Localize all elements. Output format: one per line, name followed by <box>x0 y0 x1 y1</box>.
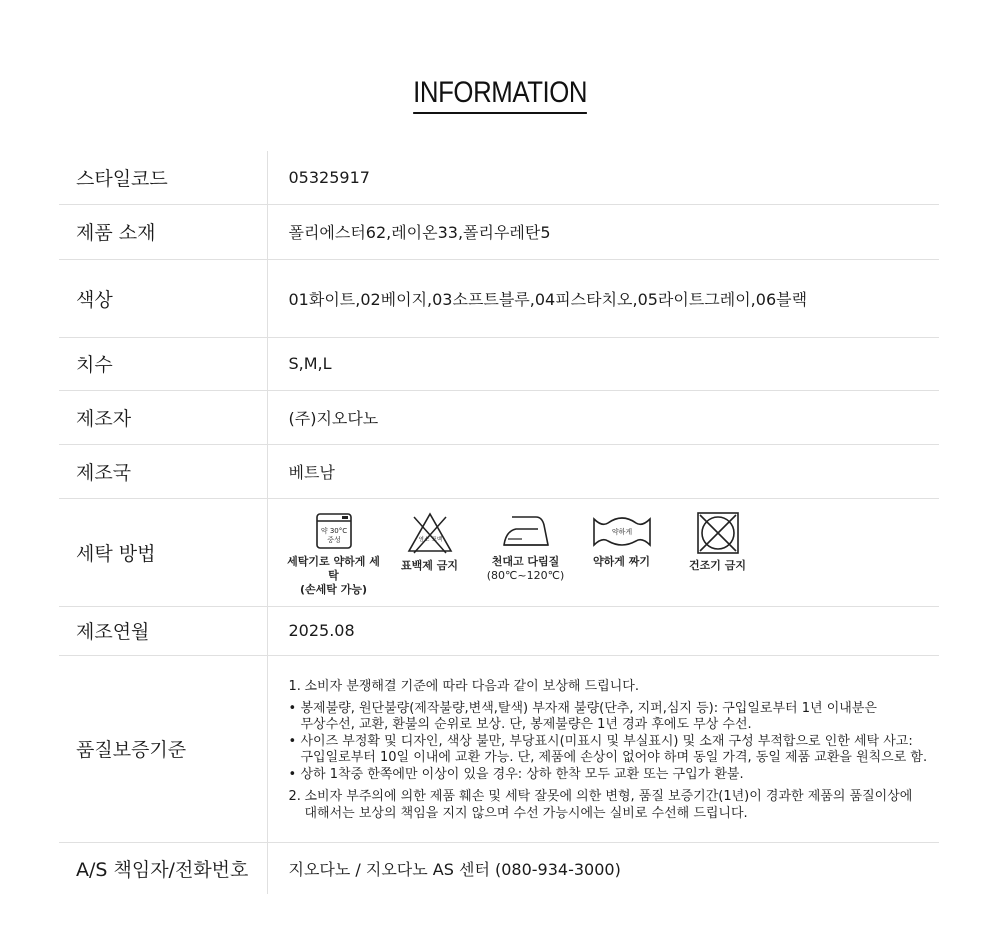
table-row <box>59 444 939 498</box>
iron-icon <box>502 511 550 551</box>
color-value: 01화이트,02베이지,03소프트블루,04피스타치오,05라이트그레이,06블랙 <box>288 289 808 309</box>
bullet-line: 봉제불량, 원단불량(제작불량,변색,탈색) 부자재 불량(단추, 지퍼,심지 등): 구입일로부터 1년 이내분은 <box>300 700 877 716</box>
washing-value <box>267 498 939 606</box>
item-text: 소비자 분쟁해결 기준에 따라 다음과 같이 보상해 드립니다. <box>304 679 639 694</box>
style-code-label: 스타일코드 <box>59 151 267 204</box>
bullet-line: 상하 1착중 한쪽에만 이상이 있을 경우: 상하 한착 모두 교환 또는 구입가 환불. <box>300 766 744 782</box>
bleach-right-text: 표백 <box>431 537 442 543</box>
wash-30c-neutral-icon <box>314 511 354 551</box>
wash-item <box>667 511 769 573</box>
maker-label: 제조자 <box>59 390 267 444</box>
item-number: 1. <box>288 679 301 694</box>
wash-temp-text: 약 30°C <box>320 527 347 535</box>
table-row <box>59 204 939 259</box>
size-value: S,M,L <box>288 354 332 373</box>
wash-neutral-text: 중성 <box>326 536 341 544</box>
no-bleach-icon <box>406 511 454 555</box>
bullet-line: 무상수선, 교환, 환불의 순위로 보상. 단, 봉제불량은 1년 경과 후에도 무상 수선. <box>300 717 752 732</box>
table-row <box>59 606 939 655</box>
bullet-line: 사이즈 부정확 및 디자인, 색상 불만, 부당표시(미표시 및 부실표시) 및 소재 구성 부적합으로 인한 세탁 사고: <box>300 733 913 749</box>
material-label: 제품 소재 <box>59 204 267 259</box>
as-label: A/S 책임자/전화번호 <box>59 842 267 894</box>
color-label: 색상 <box>59 259 267 337</box>
quality-value <box>267 655 939 842</box>
wring-caption: 약하게 짜기 <box>593 555 650 568</box>
maker-value: (주)지오다노 <box>288 408 379 428</box>
item-text: 대해서는 보상의 책임을 지지 않으며 수선 가능시에는 실비로 수선해 드립니다. <box>304 805 748 821</box>
table-row <box>59 390 939 444</box>
list-item: • 봉제불량, 원단불량(제작불량,변색,탈색) 부자재 불량(단추, 지퍼,심지 등): 구입일로부터 1년 이내분은 무상수선, 교환, 환불의 순위로 보상. 단, 봉제불량은 1년 경과 후에도 무상 수선. <box>288 700 877 732</box>
country-label: 제조국 <box>59 444 267 498</box>
quality-text <box>289 661 940 836</box>
wash-item <box>475 511 577 583</box>
iron-caption: 천대고 다림질 <box>491 555 560 568</box>
washing-label: 세탁 방법 <box>59 498 267 606</box>
material-value: 폴리에스터62,레이온33,폴리우레탄5 <box>288 223 551 242</box>
table-row <box>59 655 939 842</box>
wring-text: 약하게 <box>611 528 632 536</box>
wash-item <box>571 511 673 569</box>
date-label: 제조연월 <box>59 606 267 655</box>
item-text: 소비자 부주의에 의한 제품 훼손 및 세탁 잘못에 의한 변형, 품질 보증기간(1년)이 경과한 제품의 품질이상에 <box>304 789 913 804</box>
country-value: 베트남 <box>288 462 335 482</box>
style-code-value: 05325917 <box>288 167 370 187</box>
wash-caption-sub: (손세탁 가능) <box>299 583 367 596</box>
bleach-left-text: 염소 <box>418 537 429 543</box>
wash-item <box>379 511 481 573</box>
wash-caption: 세탁기로 약하게 세탁 <box>287 555 380 582</box>
bleach-caption: 표백제 금지 <box>401 559 458 572</box>
table-row <box>59 259 939 337</box>
item-number: 2. <box>288 789 301 804</box>
table-row <box>59 842 939 894</box>
bullet-line: 구입일로부터 10일 이내에 교환 가능. 단, 제품에 손상이 없어야 하며 동일 가격, 동일 제품 교환을 원칙으로 함. <box>300 750 928 765</box>
date-value: 2025.08 <box>288 621 355 640</box>
table-row <box>59 151 939 204</box>
list-item: • 사이즈 부정확 및 디자인, 색상 불만, 부당표시(미표시 및 부실표시) 및 소재 구성 부적합으로 인한 세탁 사고: 구입일로부터 10일 이내에 교환 가능. 단, 제품에 손상이 없어야 하며 동일 가격, 동일 제품 교환을 원칙으로 함. <box>288 733 928 765</box>
section-title <box>0 74 1000 114</box>
wring-gently-icon <box>592 511 652 551</box>
info-table <box>59 151 939 894</box>
dryer-caption: 건조기 금지 <box>689 559 746 572</box>
quality-item-2 <box>289 789 940 822</box>
wash-item <box>283 511 385 597</box>
no-tumble-dry-icon <box>696 511 740 555</box>
table-row <box>59 337 939 390</box>
quality-label: 품질보증기준 <box>59 655 267 842</box>
wash-icons <box>289 507 940 597</box>
list-item: • 상하 1착중 한쪽에만 이상이 있을 경우: 상하 한착 모두 교환 또는 구입가 환불. <box>288 766 744 782</box>
iron-caption-sub: (80℃~120℃) <box>486 569 565 582</box>
title-text: INFORMATION <box>413 74 587 114</box>
size-label: 치수 <box>59 337 267 390</box>
table-row <box>59 498 939 606</box>
quality-item-1 <box>289 679 940 696</box>
as-value: 지오다노 / 지오다노 AS 센터 (080-934-3000) <box>288 859 621 879</box>
quality-bullets <box>289 701 940 784</box>
